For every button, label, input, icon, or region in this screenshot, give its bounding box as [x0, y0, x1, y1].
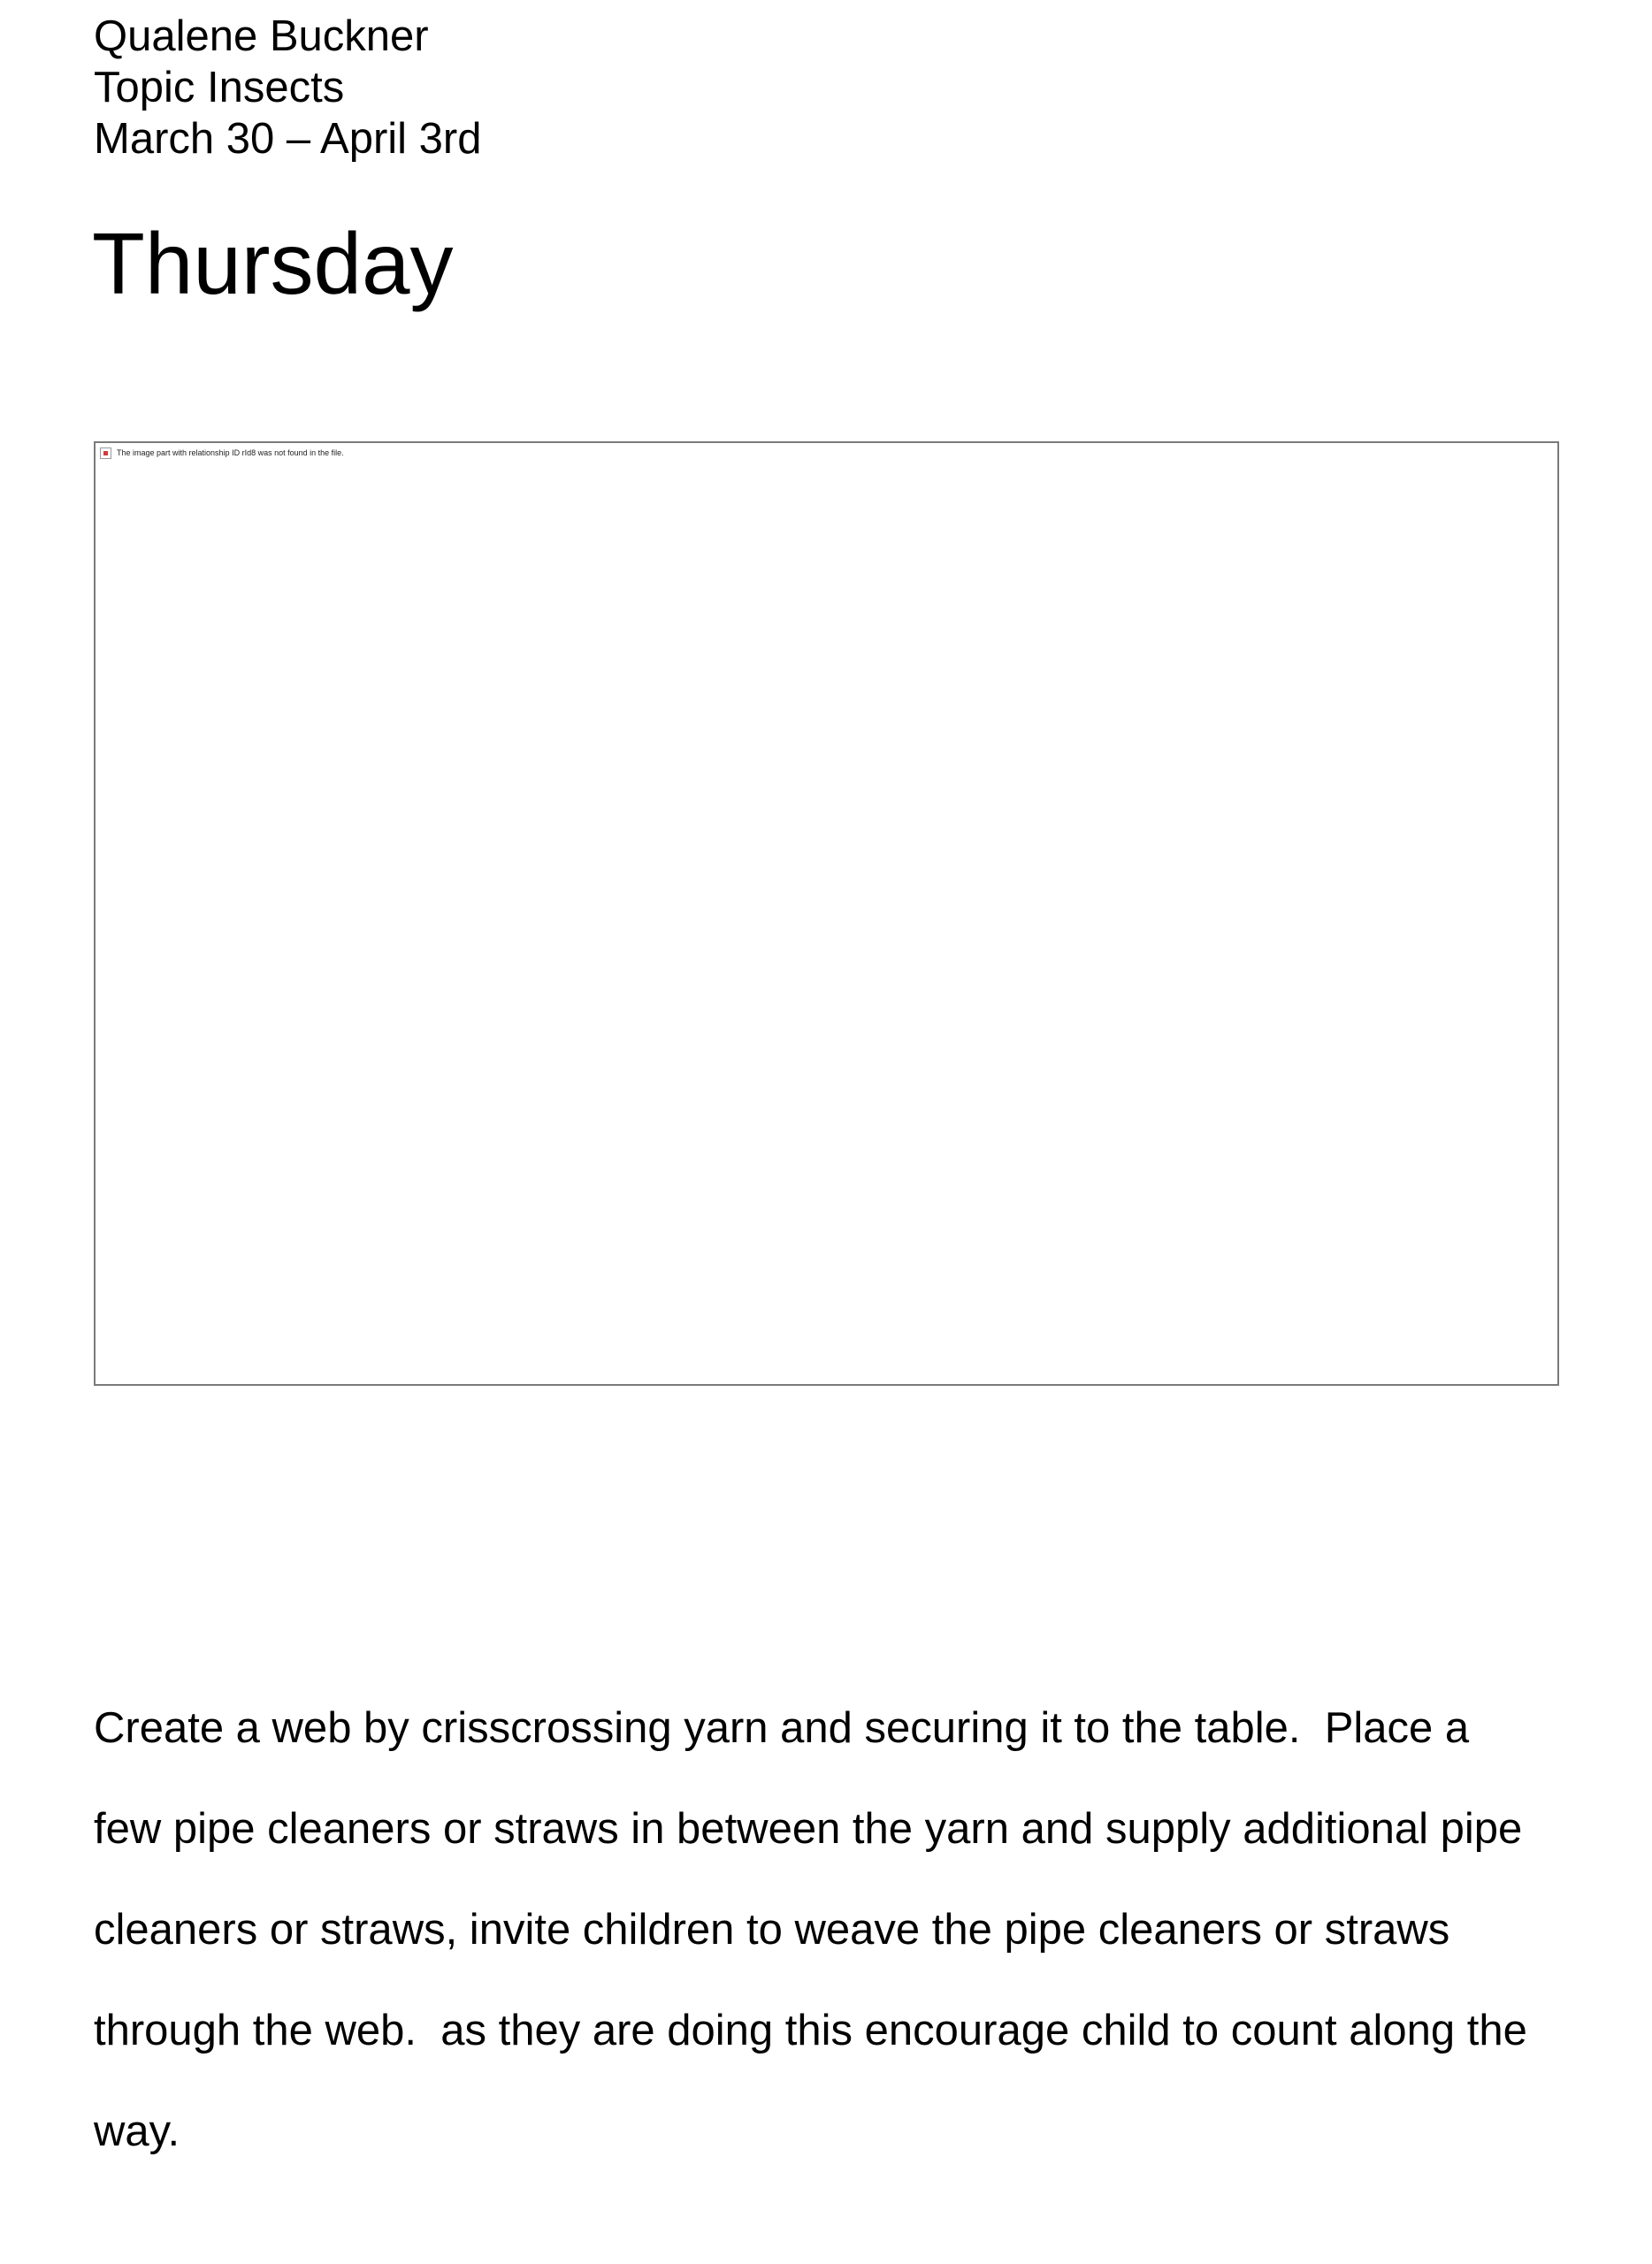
activity-line: through the web. as they are doing this encourage child to count along the — [94, 2007, 1527, 2054]
activity-line: way. — [94, 2107, 180, 2155]
activity-line: cleaners or straws, invite children to weave the pipe cleaners or straws — [94, 1906, 1450, 1954]
missing-image-message: The image part with relationship ID rId8 was not found in the file. — [117, 448, 344, 457]
broken-image-icon — [100, 447, 111, 459]
author-name: Qualene Buckner — [94, 12, 429, 60]
topic-line: Topic Insects — [94, 64, 345, 111]
missing-image-placeholder — [94, 441, 1559, 1386]
activity-line: few pipe cleaners or straws in between the yarn and supply additional pipe — [94, 1805, 1523, 1853]
date-range: March 30 – April 3rd — [94, 115, 482, 163]
activity-description — [94, 1678, 1562, 2182]
day-title: Thursday — [92, 215, 454, 312]
activity-line: Create a web by crisscrossing yarn and securing it to the table. Place a — [94, 1704, 1470, 1752]
